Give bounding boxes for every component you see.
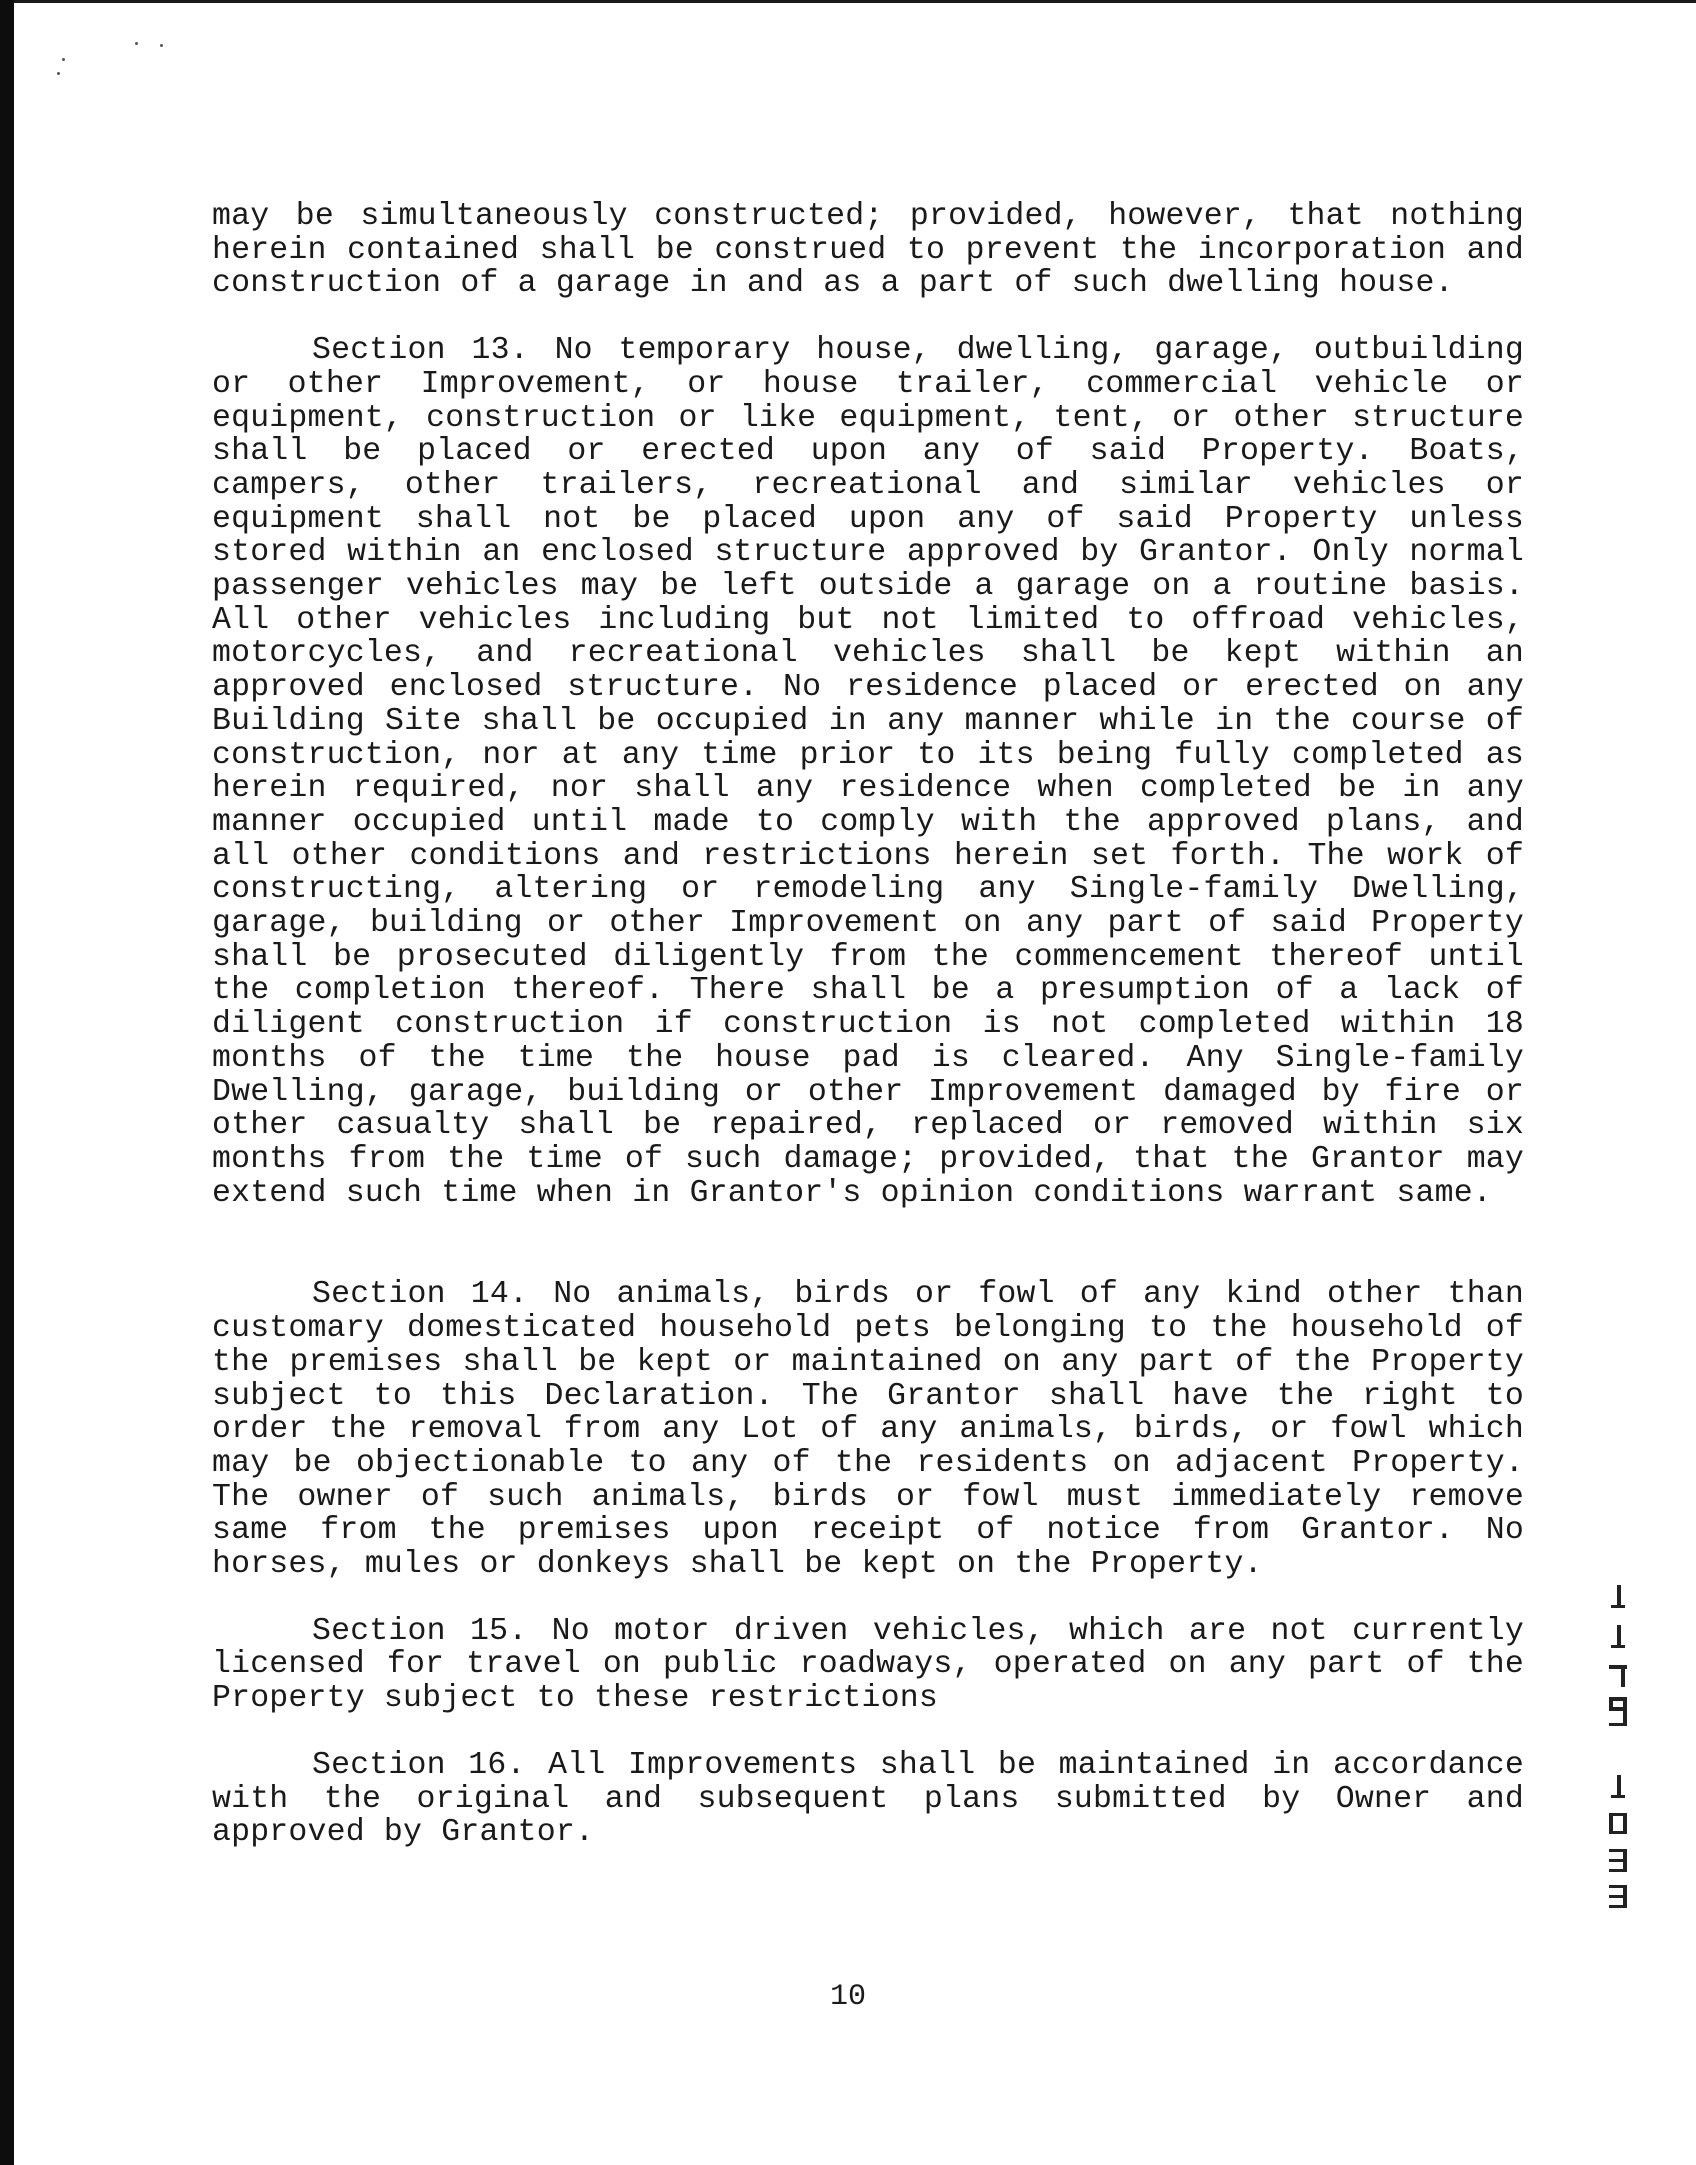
scan-top-edge (0, 0, 1696, 3)
paragraph-section-15: Section 15. No motor driven vehicles, which are not currently licensed for travel on public roadways, operated on any part of the Property subject to these restrictions (212, 1613, 1524, 1717)
scan-left-edge (0, 0, 14, 2165)
document-body (212, 200, 1524, 1850)
scan-speck (62, 58, 65, 61)
scan-speck (57, 72, 60, 75)
scan-speck (135, 42, 138, 45)
paragraph-section-14: Section 14. No animals, birds or fowl of any kind other than customary domesticated household pets belonging to the household of the premises shall be kept or maintained on any part of the Property subject to this Declaration. The Grantor shall have the right to order the removal from any Lot of any animals, birds, or fowl which may be objectionable to any of the residents on adjacent Property. The owner of such animals, birds or fowl must immediately remove same from the premises upon receipt of notice from Grantor. No horses, mules or donkeys shall be kept on the Property. (212, 1277, 1524, 1583)
page-number: 10 (829, 1980, 866, 2014)
scan-speck (160, 44, 163, 47)
paragraph-section-16: Section 16. All Improvements shall be maintained in accordance with the original and subsequent plans submitted by Owner and approved by Grantor. (212, 1747, 1524, 1851)
side-stamp-mark (1595, 1585, 1635, 1915)
paragraph-section-13: Section 13. No temporary house, dwelling, garage, outbuilding or other Improvement, or house trailer, commercial vehicle or equipment, construction or like equipment, tent, or other structure shall be placed or erected upon any of said Property. Boats, campers, other trailers, recreational and similar vehicles or equipment shall not be placed upon any of said Property unless stored within an enclosed structure approved by Grantor. Only normal passenger vehicles may be left outside a garage on a routine basis. All other vehicles including but not limited to offroad vehicles, motorcycles, and recreational vehicles shall be kept within an approved enclosed structure. No residence placed or erected on any Building Site shall be occupied in any manner while in the course of construction, nor at any time prior to its being fully completed as herein required, nor shall any residence when completed be in any manner occupied until made to comply with the approved plans, and all other conditions and restrictions herein set forth. The work of constructing, altering or remodeling any Single-family Dwelling, garage, building or other Improvement on any part of said Property shall be prosecuted diligently from the commencement thereof until the completion thereof. There shall be a presumption of a lack of diligent construction if construction is not completed within 18 months of the time the house pad is cleared. Any Single-family Dwelling, garage, building or other Improvement damaged by fire or other casualty shall be repaired, replaced or removed within six months from the time of such damage; provided, that the Grantor may extend such time when in Grantor's opinion conditions warrant same. (212, 333, 1524, 1211)
paragraph-intro: may be simultaneously constructed; provided, however, that nothing herein contained shall be construed to prevent the incorporation and construction of a garage in and as a part of such dwelling house. (212, 199, 1524, 302)
